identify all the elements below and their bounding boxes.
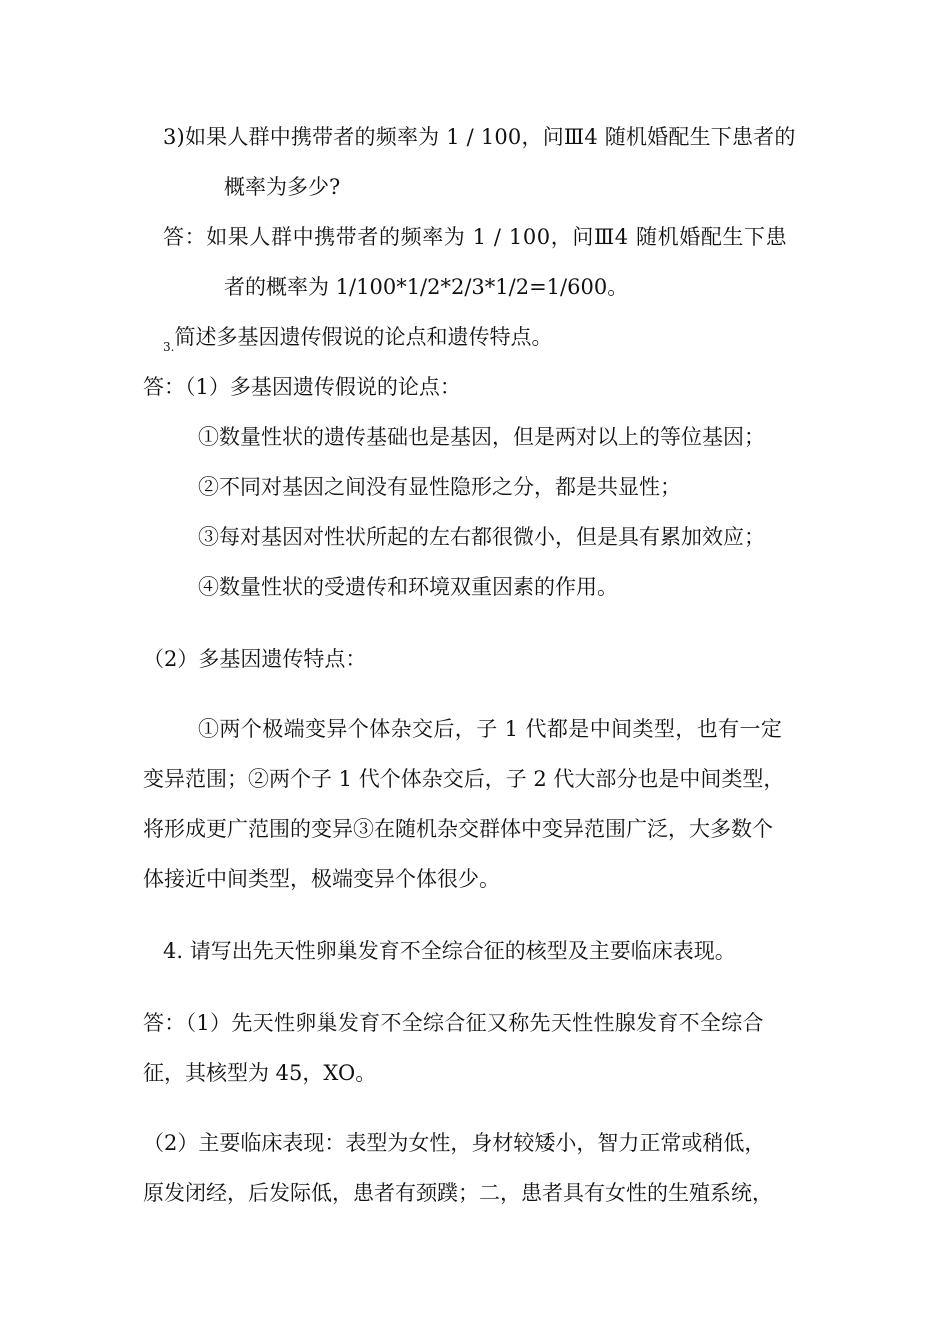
hypothesis-point-4: ④数量性状的受遗传和环境双重因素的作用。 xyxy=(198,575,618,599)
answer-4-part-2-line-2: 原发闭经，后发际低，患者有颈蹼；二，患者具有女性的生殖系统， xyxy=(143,1181,773,1205)
features-line-3: 将形成更广范围的变异③在随机杂交群体中变异范围广泛，大多数个 xyxy=(143,817,773,841)
section-3-number: 3. xyxy=(163,340,175,354)
features-line-2: 变异范围；②两个子 1 代个体杂交后，子 2 代大部分也是中间类型， xyxy=(143,767,785,791)
features-line-1: ①两个极端变异个体杂交后，子 1 代都是中间类型，也有一定 xyxy=(198,717,783,741)
question-3-line-1: 3)如果人群中携带者的频率为 1 / 100，问Ⅲ4 随机婚配生下患者的 xyxy=(163,125,796,149)
section-3-title: 简述多基因遗传假说的论点和遗传特点。 xyxy=(174,325,553,349)
question-3-line-2: 概率为多少? xyxy=(224,175,341,199)
answer-part-2-heading: （2）多基因遗传特点： xyxy=(143,647,367,671)
features-line-4: 体接近中间类型，极端变异个体很少。 xyxy=(143,867,500,891)
question-4: 4. 请写出先天性卵巢发育不全综合征的核型及主要临床表现。 xyxy=(163,939,736,963)
hypothesis-point-2: ②不同对基因之间没有显性隐形之分，都是共显性； xyxy=(198,475,681,499)
answer-4-part-1-line-1: 答：（1）先天性卵巢发育不全综合征又称先天性性腺发育不全综合 xyxy=(143,1011,764,1035)
hypothesis-point-1: ①数量性状的遗传基础也是基因，但是两对以上的等位基因； xyxy=(198,425,765,449)
hypothesis-point-3: ③每对基因对性状所起的左右都很微小，但是具有累加效应； xyxy=(198,525,765,549)
answer-3-line-1: 答：如果人群中携带者的频率为 1 / 100，问Ⅲ4 随机婚配生下患 xyxy=(163,225,788,249)
answer-part-1-heading: 答：（1）多基因遗传假说的论点： xyxy=(143,375,461,399)
answer-4-part-1-line-2: 征，其核型为 45，XO。 xyxy=(143,1061,377,1085)
section-3-heading xyxy=(163,322,552,362)
answer-4-part-2-line-1: （2）主要临床表现：表型为女性，身材较矮小，智力正常或稍低， xyxy=(143,1131,766,1155)
answer-3-line-2: 者的概率为 1/100*1/2*2/3*1/2=1/600。 xyxy=(224,275,629,299)
